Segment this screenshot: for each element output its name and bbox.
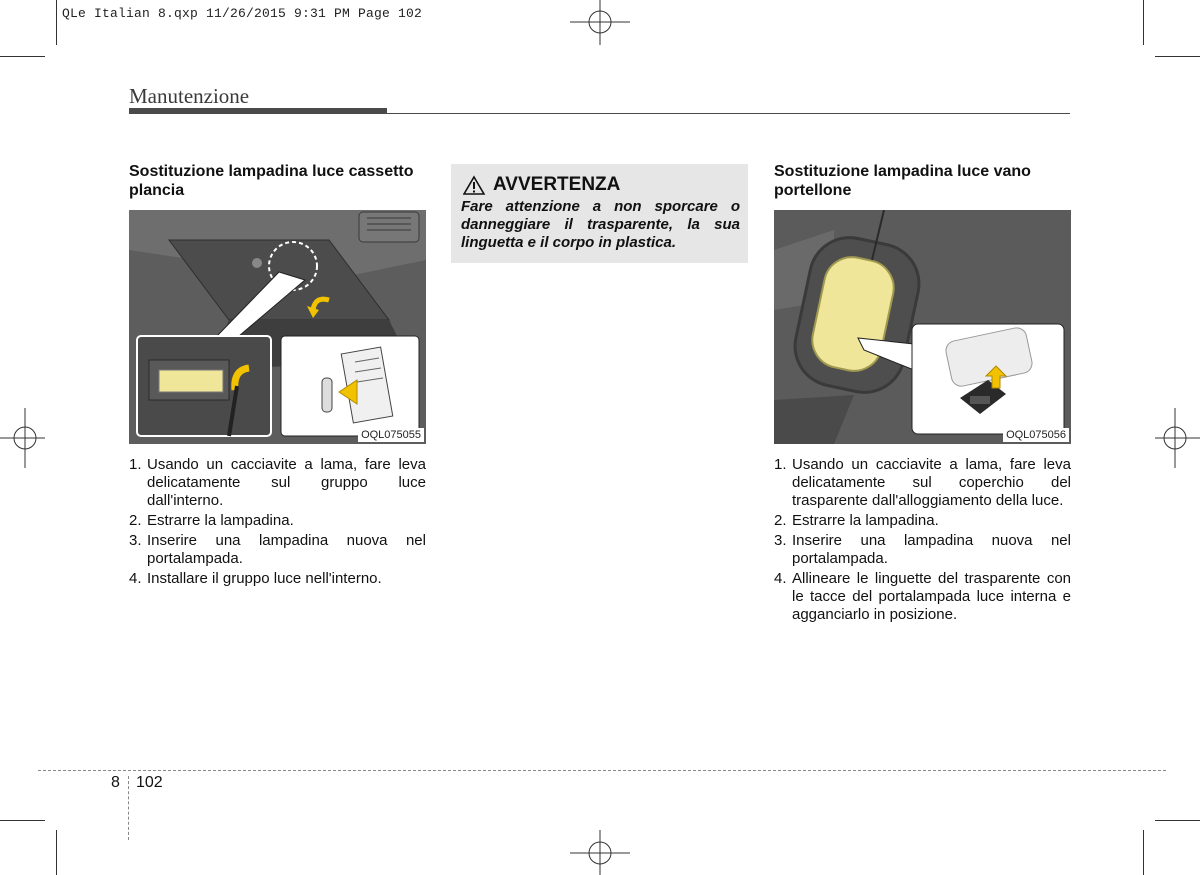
section-title: Manutenzione — [129, 84, 250, 108]
glovebox-lamp-figure — [129, 210, 426, 444]
step-number: 2. — [129, 512, 142, 529]
step-text: Installare il gruppo luce nell'interno. — [147, 570, 382, 587]
page-number: 102 — [136, 774, 163, 791]
step-text: Inserire una lampadina nuova nel portalampada. — [792, 532, 1071, 567]
chapter-number: 8 — [111, 774, 120, 791]
tailgate-steps — [774, 456, 1071, 626]
left-column — [129, 162, 426, 200]
step-number: 4. — [129, 570, 142, 587]
step-text: Inserire una lampadina nuova nel portalampada. — [147, 532, 426, 567]
glovebox-steps — [129, 456, 426, 590]
registration-mark-right — [1155, 408, 1200, 468]
step-item — [129, 512, 426, 530]
registration-mark-top — [570, 0, 630, 45]
registration-mark-left — [0, 408, 45, 468]
footer-dashed-divider — [128, 776, 129, 840]
glovebox-illustration — [129, 210, 426, 444]
header-rule-thin — [387, 113, 1070, 114]
step-item — [129, 532, 426, 568]
step-number: 2. — [774, 512, 787, 529]
step-number: 1. — [129, 456, 142, 473]
step-text: Usando un cacciavite a lama, fare leva delicatamente sul coperchio del trasparente dall'alloggiamento della luce. — [792, 456, 1071, 509]
step-number: 3. — [774, 532, 787, 549]
step-text: Usando un cacciavite a lama, fare leva delicatamente sul gruppo luce dall'interno. — [147, 456, 426, 509]
header-rule-thick — [129, 108, 387, 114]
step-item — [774, 512, 1071, 530]
footer-dashed-rule — [38, 770, 1166, 771]
step-text: Allineare le linguette del trasparente con le tacce del portalampada luce interna e agganciarlo in posizione. — [792, 570, 1071, 623]
step-item — [129, 570, 426, 588]
warning-box — [451, 164, 748, 263]
warning-text: Fare attenzione a non sporcare o danneggiare il trasparente, la sua linguetta e il corpo in plastica. — [461, 198, 740, 251]
registration-mark-bottom — [570, 830, 630, 875]
warning-triangle-icon — [463, 175, 485, 195]
figure-code-right: OQL075056 — [1003, 428, 1069, 442]
glovebox-lamp-heading: Sostituzione lampadina luce cassetto plancia — [129, 163, 414, 199]
print-slug: QLe Italian 8.qxp 11/26/2015 9:31 PM Page 102 — [62, 6, 423, 21]
step-item — [774, 456, 1071, 510]
step-number: 3. — [129, 532, 142, 549]
step-number: 1. — [774, 456, 787, 473]
step-text: Estrarre la lampadina. — [792, 512, 939, 529]
figure-code-left: OQL075055 — [358, 428, 424, 442]
tailgate-lamp-heading: Sostituzione lampadina luce vano portellone — [774, 163, 1031, 199]
tailgate-lamp-figure — [774, 210, 1071, 444]
step-text: Estrarre la lampadina. — [147, 512, 294, 529]
right-column — [774, 162, 1071, 200]
step-item — [774, 570, 1071, 624]
warning-title: AVVERTENZA — [493, 174, 621, 195]
step-item — [774, 532, 1071, 568]
step-item — [129, 456, 426, 510]
step-number: 4. — [774, 570, 787, 587]
tailgate-illustration — [774, 210, 1071, 444]
